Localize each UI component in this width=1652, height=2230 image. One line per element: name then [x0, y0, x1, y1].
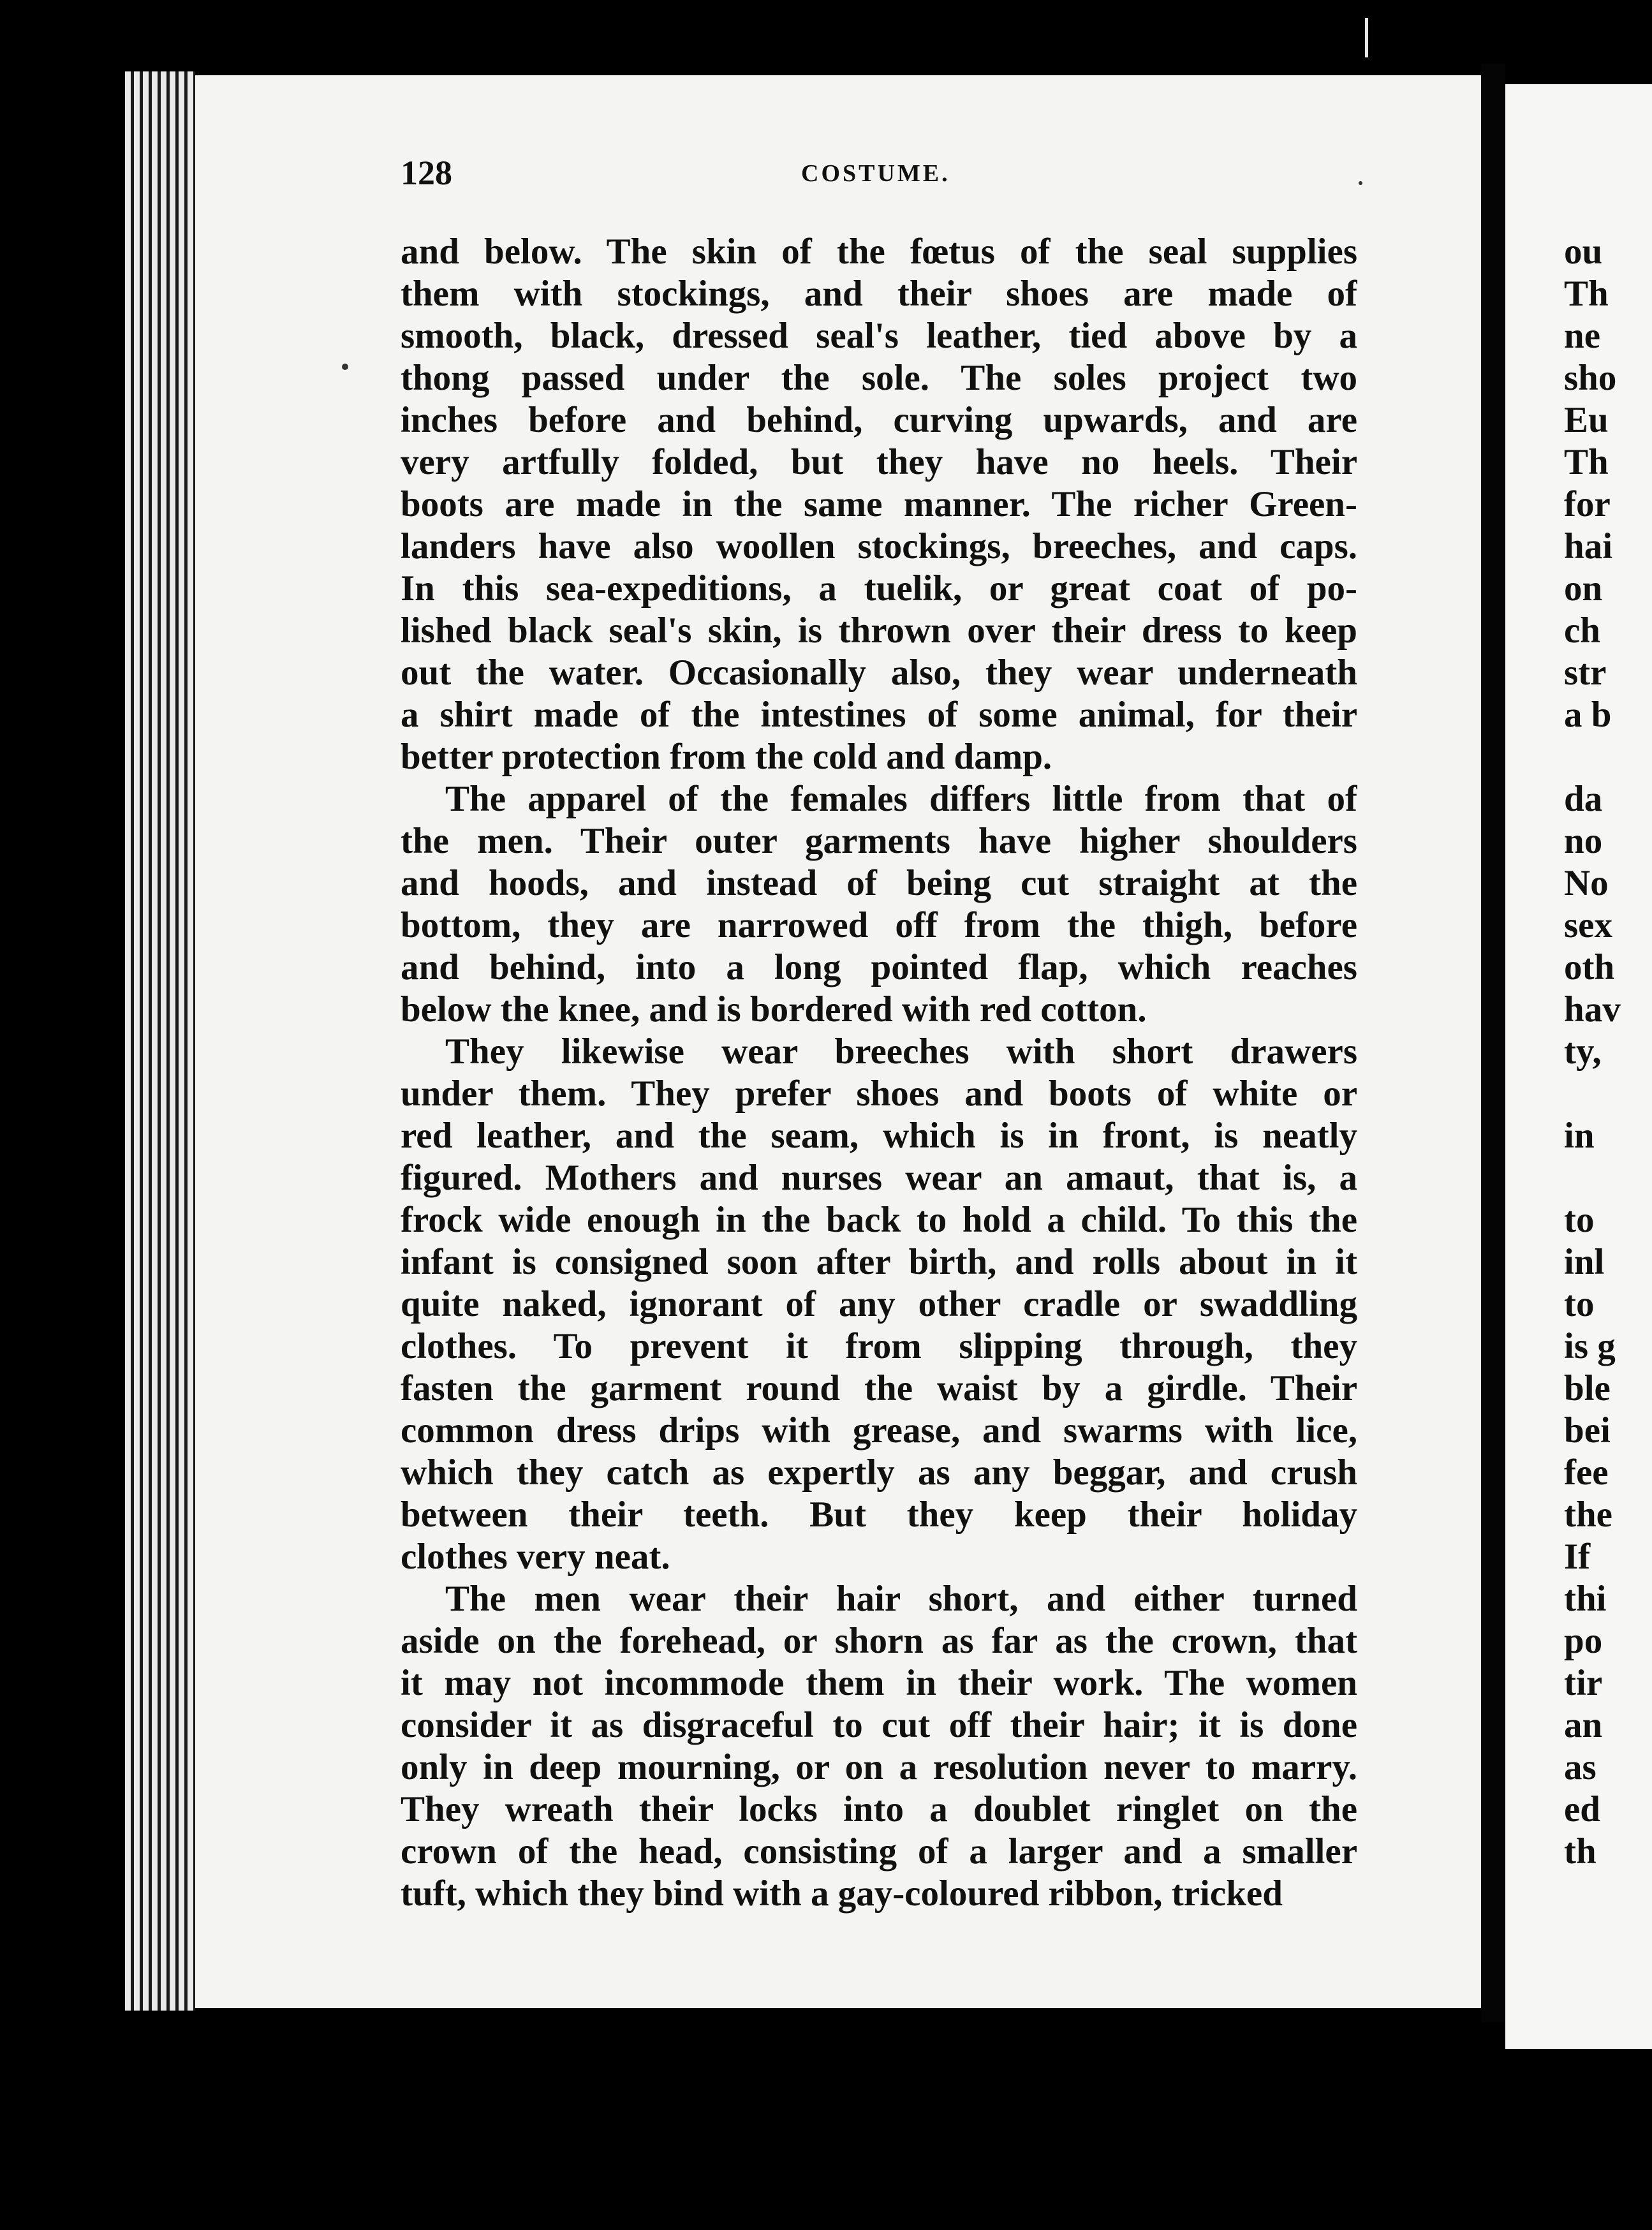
text-line: crown of the head, consisting of a larger and a smaller — [401, 1831, 1357, 1872]
right-page-line: ty, — [1564, 1031, 1602, 1072]
text-line: tuft, which they bind with a gay-coloured ribbon, tricked — [401, 1873, 1283, 1914]
right-page-line: bei — [1564, 1410, 1611, 1451]
text-line: They likewise wear breeches with short drawers — [445, 1031, 1357, 1072]
text-line: and behind, into a long pointed flap, which reaches — [401, 947, 1357, 987]
text-line: red leather, and the seam, which is in front, is neatly — [401, 1116, 1357, 1156]
running-head: COSTUME. — [801, 160, 950, 187]
text-line: smooth, black, dressed seal's leather, tied above by a — [401, 316, 1357, 356]
right-page-line: po — [1564, 1621, 1603, 1661]
text-line: fasten the garment round the waist by a girdle. Their — [401, 1368, 1357, 1408]
text-line: thong passed under the sole. The soles project two — [401, 358, 1357, 398]
right-page-line: Th — [1564, 274, 1609, 314]
right-page-line: is g — [1564, 1326, 1616, 1366]
ink-smudge — [342, 364, 348, 370]
scan-mark — [1365, 18, 1368, 57]
text-line: between their teeth. But they keep their holiday — [401, 1495, 1357, 1535]
book-gutter — [1481, 64, 1505, 2022]
right-page-line: No — [1564, 863, 1609, 903]
right-page-line: the — [1564, 1495, 1612, 1535]
right-page-line: thi — [1564, 1579, 1607, 1619]
right-page-line: hai — [1564, 526, 1613, 566]
text-line: infant is consigned soon after birth, and rolls about in it — [401, 1242, 1357, 1282]
text-line: consider it as disgraceful to cut off their hair; it is done — [401, 1705, 1357, 1745]
text-line: out the water. Occasionally also, they wear underneath — [401, 653, 1357, 693]
text-line: lished black seal's skin, is thrown over their dress to keep — [401, 610, 1357, 651]
text-line: frock wide enough in the back to hold a child. To this the — [401, 1200, 1357, 1240]
right-page-line: ch — [1564, 610, 1600, 651]
right-page-line: Th — [1564, 442, 1609, 482]
page-edges — [125, 71, 195, 2011]
text-line: They wreath their locks into a doublet ringlet on the — [401, 1789, 1357, 1829]
right-page-line: str — [1564, 653, 1607, 693]
text-line: aside on the forehead, or shorn as far as the crown, that — [401, 1621, 1357, 1661]
text-line: very artfully folded, but they have no heels. Their — [401, 442, 1357, 482]
text-line: the men. Their outer garments have higher shoulders — [401, 821, 1357, 861]
right-page-line: hav — [1564, 989, 1621, 1030]
right-page-line: ed — [1564, 1789, 1600, 1829]
text-line: under them. They prefer shoes and boots of white or — [401, 1074, 1357, 1114]
text-line: which they catch as expertly as any beggar, and crush — [401, 1452, 1357, 1493]
text-line: clothes very neat. — [401, 1537, 670, 1577]
ink-smudge — [1359, 181, 1362, 185]
page-number: 128 — [401, 154, 452, 192]
right-page-line: ne — [1564, 316, 1600, 356]
text-line: In this sea-expeditions, a tuelik, or great coat of po- — [401, 568, 1357, 609]
right-page-line: inl — [1564, 1242, 1605, 1282]
right-page-line: If — [1564, 1537, 1591, 1577]
body-text — [401, 231, 1357, 1915]
right-page-line: ou — [1564, 232, 1603, 272]
right-page-line: for — [1564, 484, 1611, 524]
right-page-line: to — [1564, 1284, 1595, 1324]
text-line: and below. The skin of the fœtus of the seal supplies — [401, 232, 1357, 272]
right-page-line: in — [1564, 1116, 1595, 1156]
right-page-line: an — [1564, 1705, 1603, 1745]
page-header — [401, 153, 1357, 204]
text-line: a shirt made of the intestines of some animal, for their — [401, 695, 1357, 735]
right-page-line: sho — [1564, 358, 1617, 398]
right-page-line: a b — [1564, 695, 1612, 735]
right-page-line: on — [1564, 568, 1603, 609]
right-page-line: to — [1564, 1200, 1595, 1240]
right-page-line: no — [1564, 821, 1603, 861]
text-line: bottom, they are narrowed off from the thigh, before — [401, 905, 1357, 945]
right-page-line: tir — [1564, 1663, 1603, 1703]
right-page-line: ble — [1564, 1368, 1611, 1408]
text-line: below the knee, and is bordered with red cotton. — [401, 989, 1147, 1030]
text-line: figured. Mothers and nurses wear an amaut, that is, a — [401, 1158, 1357, 1198]
text-line: inches before and behind, curving upwards, and are — [401, 400, 1357, 440]
right-page-line: da — [1564, 779, 1603, 819]
right-page-line: oth — [1564, 947, 1615, 987]
text-line: landers have also woollen stockings, breeches, and caps. — [401, 526, 1357, 566]
text-line: it may not incommode them in their work. The women — [401, 1663, 1357, 1703]
right-page-line: fee — [1564, 1452, 1609, 1493]
text-line: better protection from the cold and damp. — [401, 737, 1052, 777]
right-page-line: as — [1564, 1747, 1597, 1787]
text-line: and hoods, and instead of being cut straight at the — [401, 863, 1357, 903]
text-line: only in deep mourning, or on a resolution never to marry. — [401, 1747, 1357, 1787]
right-page-text — [1564, 231, 1647, 1873]
text-line: The apparel of the females differs little from that of — [445, 779, 1357, 819]
text-line: them with stockings, and their shoes are made of — [401, 274, 1357, 314]
text-line: The men wear their hair short, and either turned — [445, 1579, 1357, 1619]
text-line: quite naked, ignorant of any other cradle or swaddling — [401, 1284, 1357, 1324]
right-page-line: Eu — [1564, 400, 1609, 440]
right-page-line: sex — [1564, 905, 1612, 945]
text-line: common dress drips with grease, and swarms with lice, — [401, 1410, 1357, 1451]
right-page-line: th — [1564, 1831, 1597, 1872]
text-line: clothes. To prevent it from slipping through, they — [401, 1326, 1357, 1366]
text-line: boots are made in the same manner. The richer Green- — [401, 484, 1357, 524]
